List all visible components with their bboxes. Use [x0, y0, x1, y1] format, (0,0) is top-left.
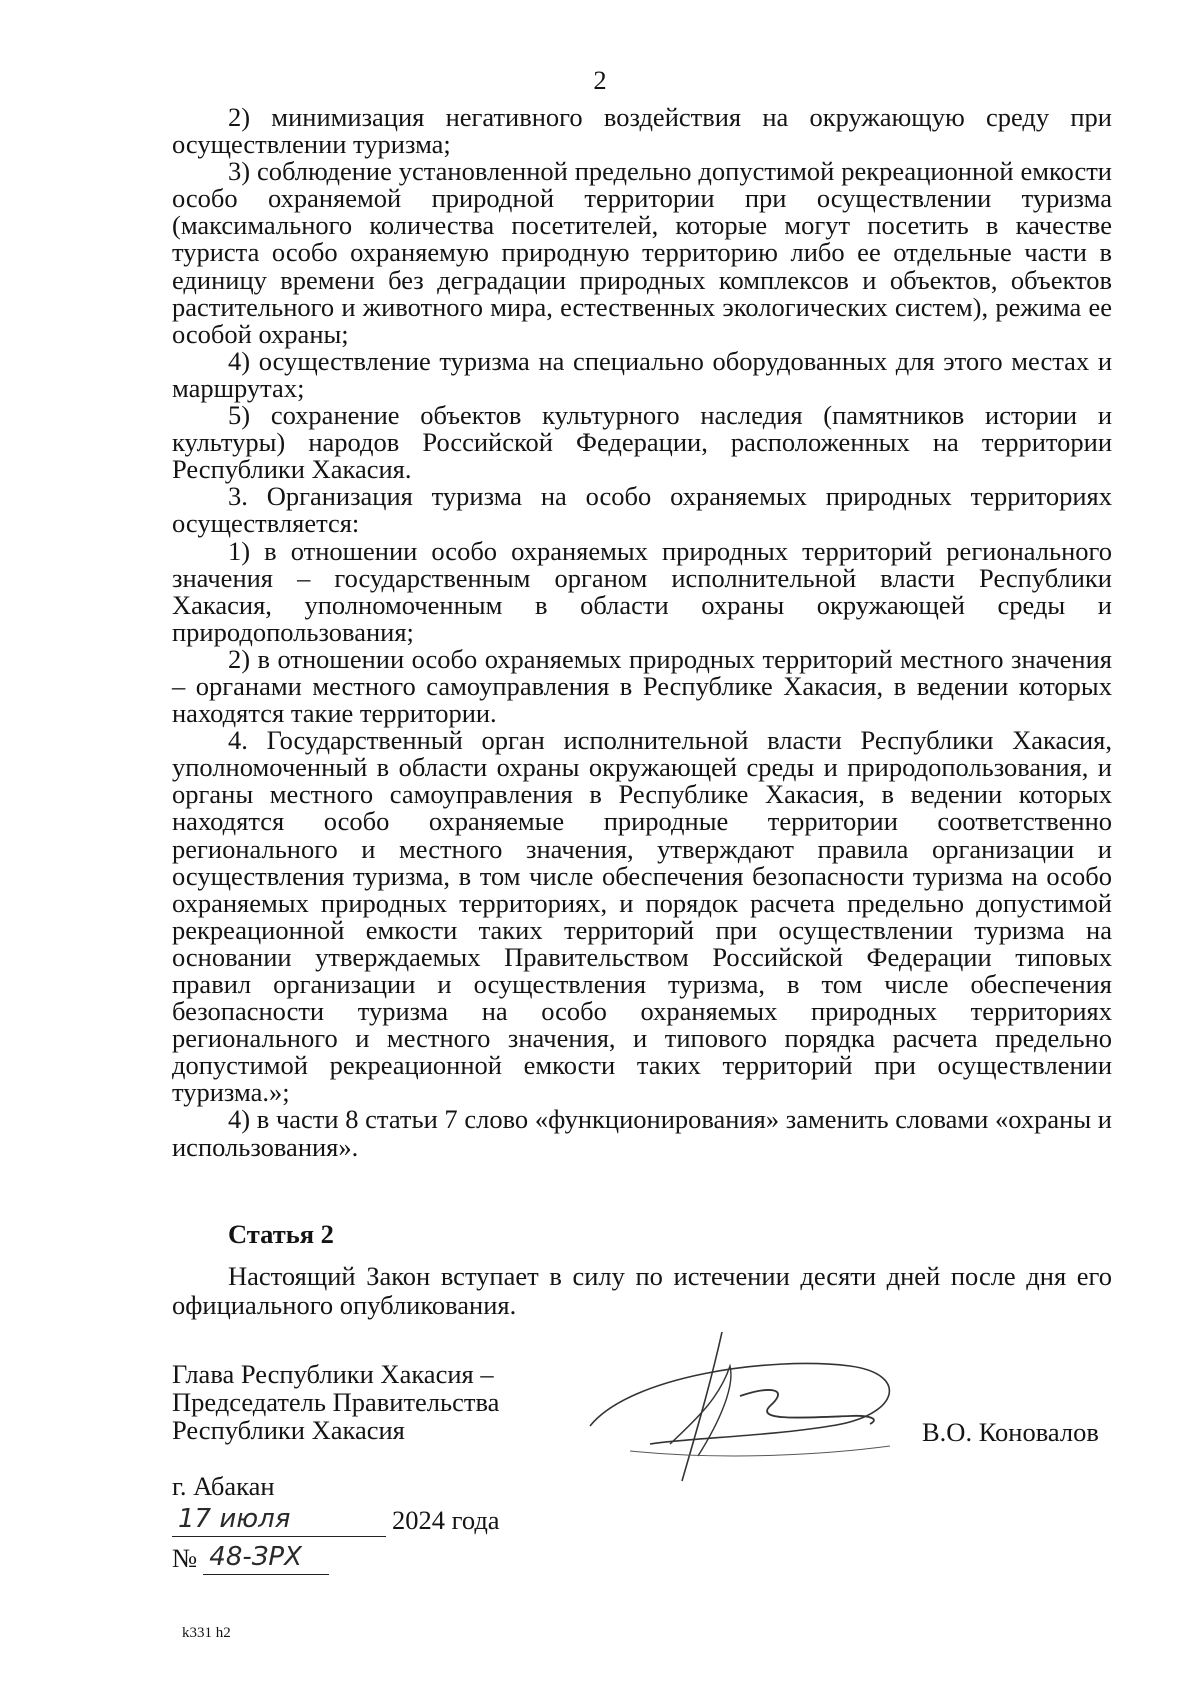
signatory-title [172, 1360, 499, 1444]
paragraph-item-5: 5) сохранение объектов культурного наследия (памятников истории и культуры) народов Российской Федерации, расположенных на территории Республики Хакасия. [172, 400, 1112, 485]
number-blank-line [203, 1540, 329, 1575]
document-code: k331 h2 [182, 1625, 231, 1641]
signatory-title-line-2: Председатель Правительства [172, 1387, 500, 1417]
date-year: 2024 года [392, 1505, 500, 1535]
paragraph-item-2: 2) минимизация негативного воздействия на окружающую среду при осуществлении туризма; [172, 102, 1112, 160]
article-heading: Статья 2 [228, 1219, 334, 1249]
signatory-title-line-1: Глава Республики Хакасия – [172, 1359, 494, 1389]
law-number [172, 1540, 329, 1575]
paragraph-item-3: 3) соблюдение установленной предельно допустимой рекреационной емкости особо охраняемой природной территории при осуществлении туризма (максимального количества посетителей, которые могут посетить в качестве туриста особо охраняемую природную территорию либо ее отдельные части в единицу времени без деградации природных комплексов и объектов, объектов растительного и животного мира, естественных экологических систем), режима ее особой охраны; [172, 156, 1112, 349]
handwritten-number: 48-ЗРХ [209, 1542, 302, 1572]
paragraph-part-3: 3. Организация туризма на особо охраняемых природных территориях осуществляется: [172, 481, 1112, 539]
article-text-block [172, 1262, 1112, 1320]
paragraph-item-4: 4) осуществление туризма на специально оборудованных для этого местах и маршрутах; [172, 345, 1112, 403]
signing-date [172, 1502, 500, 1537]
page-number: 2 [593, 65, 607, 95]
handwritten-signature [570, 1326, 970, 1486]
paragraph-part-3-item-2: 2) в отношении особо охраняемых природных территорий местного значения – органами местного самоуправления в Республике Хакасия, в ведении которых находятся такие территории. [172, 643, 1112, 729]
paragraph-amendment-4: 4) в части 8 статьи 7 слово «функционирования» заменить словами «охраны и использования». [172, 1104, 1112, 1162]
signatory-title-line-3: Республики Хакасия [172, 1415, 405, 1445]
article-text: Настоящий Закон вступает в силу по истечении десяти дней после дня его официального опубликования. [172, 1261, 1112, 1320]
handwritten-date: 17 июля [178, 1504, 291, 1534]
paragraph-part-3-item-1: 1) в отношении особо охраняемых природных территорий регионального значения – государственным органом исполнительной власти Республики Хакасия, уполномоченным в области охраны окружающей среды и природопользования; [172, 535, 1112, 647]
signatory-name: В.О. Коновалов [922, 1417, 1099, 1447]
law-body-text [172, 104, 1112, 1161]
number-sign: № [172, 1543, 198, 1573]
place-of-signing: г. Абакан [172, 1471, 275, 1501]
paragraph-part-4: 4. Государственный орган исполнительной власти Республики Хакасия, уполномоченный в области охраны окружающей среды и природопользования, и органы местного самоуправления в Республике Хакасия, в ведении которых находятся особо охраняемые природные территории соответственно регионального и местного значения, утверждают правила организации и осуществления туризма, в том числе обеспечения безопасности туризма на особо охраняемых природных территориях, и порядок расчета предельно допустимой рекреационной емкости таких территорий при осуществлении туризма на основании утверждаемых Правительством Российской Федерации типовых правил организации и осуществления туризма, в том числе обеспечения безопасности туризма на особо охраняемых природных территориях регионального и местного значения, и типового порядка расчета предельно допустимой рекреационной емкости таких территорий при осуществлении туризма.»; [172, 725, 1112, 1108]
date-blank-line [172, 1502, 386, 1537]
